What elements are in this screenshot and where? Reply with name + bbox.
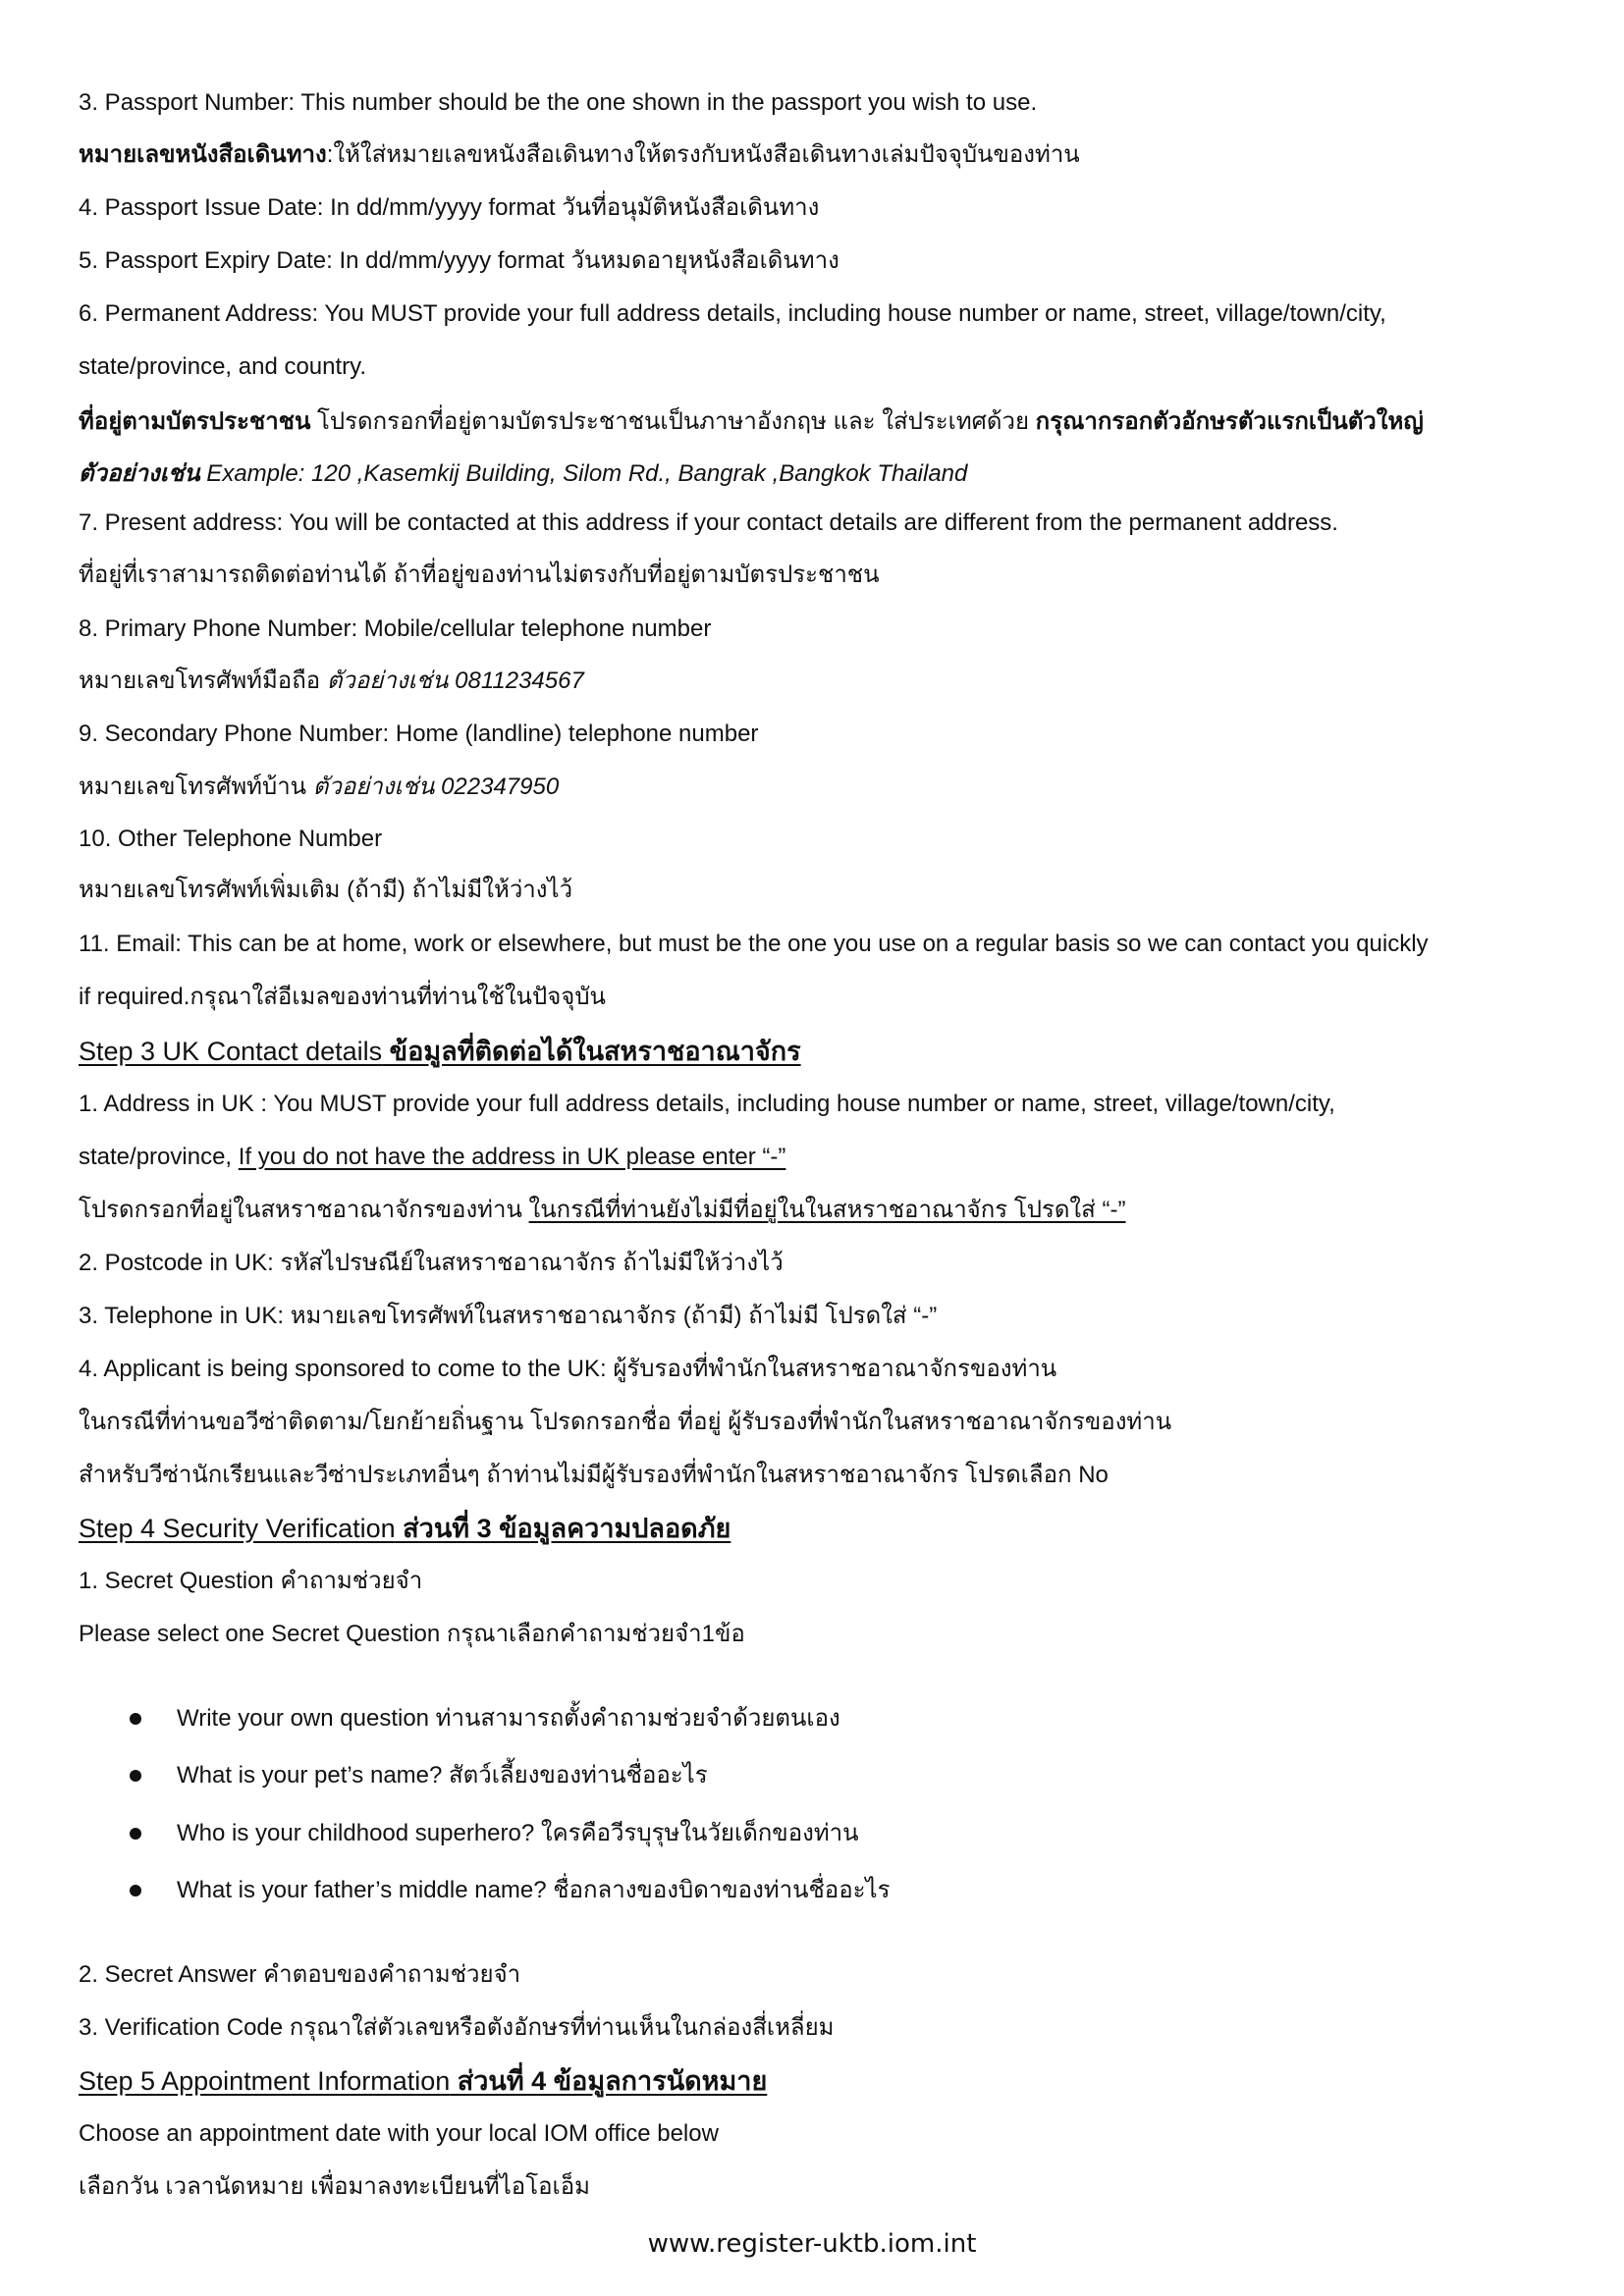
primary-phone-example: ตัวอย่างเช่น 0811234567	[326, 667, 584, 694]
sponsor-text: ผู้รับรองที่พำนักในสหราชอาณาจักรของท่าน	[606, 1356, 1057, 1382]
other-phone-thai: หมายเลขโทรศัพท์เพิ่มเติม (ถ้ามี) ถ้าไม่มีให้ว่างไว้	[79, 877, 573, 903]
permanent-address-line	[79, 297, 1565, 331]
passport-issue-label: 4. Passport Issue Date:	[79, 194, 324, 221]
step-4-heading	[79, 1512, 1565, 1545]
permanent-address-line-2	[79, 350, 1565, 384]
uk-address-label: 1. Address in UK :	[79, 1091, 268, 1117]
permanent-address-example	[79, 457, 1565, 491]
present-address-thai: ที่อยู่ที่เราสามารถติดต่อท่านได้ ถ้าที่อยู่ของท่านไม่ตรงกับที่อยู่ตามบัตรประชาชน	[79, 561, 880, 588]
secret-answer-thai: คำตอบของคำถามช่วยจำ	[256, 1961, 521, 1988]
passport-number-text: This number should be the one shown in the passport you wish to use.	[295, 89, 1038, 116]
secret-question-label: 1. Secret Question	[79, 1568, 274, 1594]
present-address-thai-line	[79, 559, 1565, 592]
primary-phone-label: 8. Primary Phone Number:	[79, 615, 358, 642]
secret-question-instruction-text: Please select one Secret Question กรุณาเลือกคำถามช่วยจำ1ข้อ	[79, 1621, 745, 1647]
passport-number-thai-text: :ให้ใส่หมายเลขหนังสือเดินทางให้ตรงกับหนังสือเดินทางเล่มปัจจุบันของท่าน	[326, 141, 1080, 168]
bullet-icon	[130, 1885, 141, 1896]
passport-expiry-line	[79, 244, 1565, 278]
verification-code-line	[79, 2011, 1565, 2045]
secret-question-instruction	[79, 1618, 1565, 1651]
question-option-text: Write your own question ท่านสามารถตั้งคำถามช่วยจำด้วยตนเอง	[177, 1705, 840, 1732]
passport-issue-text: In dd/mm/yyyy format วันที่อนุมัติหนังสือเดินทาง	[323, 194, 820, 221]
appointment-line-2	[79, 2170, 1565, 2204]
sponsor-label: 4. Applicant is being sponsored to come to the UK:	[79, 1356, 607, 1382]
uk-postcode-label: 2. Postcode in UK:	[79, 1250, 274, 1276]
step-5-heading	[79, 2064, 1565, 2098]
primary-phone-line	[79, 613, 1565, 646]
bullet-icon	[130, 1713, 141, 1725]
verification-code-thai: กรุณาใส่ตัวเลขหรือตังอักษรที่ท่านเห็นในกล่องสี่เหลี่ยม	[283, 2014, 835, 2041]
appointment-text: Choose an appointment date with your local IOM office below	[79, 2120, 719, 2147]
secondary-phone-text: Home (landline) telephone number	[389, 721, 759, 747]
passport-number-label: 3. Passport Number:	[79, 89, 296, 116]
step-5-title: Step 5 Appointment Information	[79, 2066, 451, 2096]
sponsor-thai-line-1	[79, 1406, 1565, 1439]
uk-telephone-text: หมายเลขโทรศัพท์ในสหราชอาณาจักร (ถ้ามี) ถ้าไม่มี โปรดใส่ “-”	[284, 1303, 938, 1329]
appointment-thai: เลือกวัน เวลานัดหมาย เพื่อมาลงทะเบียนที่ไอโอเอ็ม	[79, 2173, 590, 2200]
primary-phone-thai-line	[79, 665, 1565, 698]
verification-code-label: 3. Verification Code	[79, 2014, 284, 2041]
step-4-title: Step 4 Security Verification	[79, 1514, 396, 1543]
permanent-address-thai-heading: ที่อยู่ตามบัตรประชาชน	[79, 408, 311, 435]
step-3-title-thai: ข้อมูลที่ติดต่อได้ในสหราชอาณาจักร	[382, 1037, 801, 1066]
question-option	[177, 1702, 1565, 1735]
uk-address-dash-note: If you do not have the address in UK please enter “-”	[238, 1144, 786, 1170]
step-4-title-thai: ส่วนที่ 3 ข้อมูลความปลอดภัย	[395, 1514, 731, 1543]
question-option-text: What is your father’s middle name? ชื่อกลางของบิดาของท่านชื่ออะไร	[177, 1877, 891, 1903]
permanent-address-thai-line	[79, 405, 1565, 439]
secondary-phone-example: ตัวอย่างเช่น 022347950	[312, 774, 560, 800]
present-address-line	[79, 507, 1565, 540]
question-option	[177, 1759, 1565, 1792]
question-option-text: Who is your childhood superhero? ใครคือวีรบุรุษในวัยเด็กของท่าน	[177, 1820, 859, 1846]
secret-question-thai: คำถามช่วยจำ	[273, 1568, 423, 1594]
uk-postcode-text: รหัสไปรษณีย์ในสหราชอาณาจักร ถ้าไม่มีให้ว่างไว้	[273, 1250, 784, 1276]
secret-answer-label: 2. Secret Answer	[79, 1961, 257, 1988]
email-line	[79, 928, 1565, 961]
email-label: 11. Email:	[79, 931, 182, 957]
present-address-text: You will be contacted at this address if your contact details are different from the permanent address.	[283, 509, 1338, 536]
sponsor-thai-2: สำหรับวีซ่านักเรียนและวีซ่าประเภทอื่นๆ ถ้าท่านไม่มีผู้รับรองที่พำนักในสหราชอาณาจักร โปรดเลือก No	[79, 1462, 1109, 1488]
passport-number-line	[79, 86, 1565, 120]
passport-issue-line	[79, 191, 1565, 225]
question-option-text: What is your pet’s name? สัตว์เลี้ยงของท่านชื่ออะไร	[177, 1762, 708, 1789]
passport-expiry-label: 5. Passport Expiry Date:	[79, 247, 333, 274]
primary-phone-thai: หมายเลขโทรศัพท์มือถือ	[79, 667, 327, 694]
uk-address-line	[79, 1088, 1565, 1121]
bullet-icon	[130, 1828, 141, 1840]
question-option	[177, 1874, 1565, 1907]
step-3-title: Step 3 UK Contact details	[79, 1037, 383, 1066]
uk-address-thai-line	[79, 1194, 1565, 1227]
secret-question-line	[79, 1565, 1565, 1598]
other-phone-label: 10. Other Telephone Number	[79, 826, 383, 852]
email-text: This can be at home, work or elsewhere, but must be the one you use on a regular basis so we can contact you quickly	[181, 931, 1429, 957]
footer-url: www.register-uktb.iom.int	[647, 2229, 977, 2259]
passport-number-thai-line	[79, 138, 1565, 172]
email-line-2	[79, 981, 1565, 1014]
sponsor-thai-line-2	[79, 1459, 1565, 1492]
step-3-heading	[79, 1035, 1565, 1068]
primary-phone-text: Mobile/cellular telephone number	[357, 615, 712, 642]
uk-telephone-label: 3. Telephone in UK:	[79, 1303, 285, 1329]
passport-number-thai-heading: หมายเลขหนังสือเดินทาง	[79, 141, 327, 168]
secondary-phone-thai-line	[79, 771, 1565, 804]
present-address-label: 7. Present address:	[79, 509, 284, 536]
uk-address-thai: โปรดกรอกที่อยู่ในสหราชอาณาจักรของท่าน	[79, 1197, 529, 1223]
step-5-title-thai: ส่วนที่ 4 ข้อมูลการนัดหมาย	[450, 2066, 768, 2096]
other-phone-thai-line	[79, 874, 1565, 907]
other-phone-line	[79, 823, 1565, 856]
sponsor-line	[79, 1353, 1565, 1386]
uk-telephone-line	[79, 1300, 1565, 1333]
permanent-address-thai-text: โปรดกรอกที่อยู่ตามบัตรประชาชนเป็นภาษาอังกฤษ และ ใส่ประเทศด้วย	[310, 408, 1036, 435]
uk-postcode-line	[79, 1247, 1565, 1280]
secondary-phone-label: 9. Secondary Phone Number:	[79, 721, 390, 747]
uk-address-text: You MUST provide your full address details, including house number or name, street, village/town/city,	[267, 1091, 1335, 1117]
uk-address-thai-dash-note: ในกรณีที่ท่านยังไม่มีที่อยู่ในในสหราชอาณาจักร โปรดใส่ “-”	[528, 1197, 1126, 1223]
appointment-line-1	[79, 2117, 1565, 2151]
secondary-phone-line	[79, 718, 1565, 751]
permanent-address-text-2: state/province, and country.	[79, 353, 367, 380]
secret-answer-line	[79, 1958, 1565, 1992]
uk-address-text-2: state/province,	[79, 1144, 239, 1170]
example-thai-label: ตัวอย่างเช่น	[79, 460, 200, 487]
permanent-address-capital-note: กรุณากรอกตัวอักษรตัวแรกเป็นตัวใหญ่	[1035, 408, 1424, 435]
permanent-address-text: You MUST provide your full address details, including house number or name, street, village/town/city,	[318, 300, 1386, 327]
secondary-phone-thai: หมายเลขโทรศัพท์บ้าน	[79, 774, 313, 800]
email-text-2: if required.กรุณาใส่อีเมลของท่านที่ท่านใช้ในปัจจุบัน	[79, 984, 606, 1010]
uk-address-line-2	[79, 1141, 1565, 1174]
question-option	[177, 1817, 1565, 1850]
bullet-icon	[130, 1770, 141, 1782]
permanent-address-label: 6. Permanent Address:	[79, 300, 319, 327]
passport-expiry-text: In dd/mm/yyyy format วันหมดอายุหนังสือเดินทาง	[332, 247, 839, 274]
example-address-text: Example: 120 ,Kasemkij Building, Silom Rd., Bangrak ,Bangkok Thailand	[199, 460, 968, 487]
sponsor-thai-1: ในกรณีที่ท่านขอวีซ่าติดตาม/โยกย้ายถิ่นฐาน โปรดกรอกชื่อ ที่อยู่ ผู้รับรองที่พำนักในสหราชอาณาจักรของท่าน	[79, 1409, 1172, 1435]
